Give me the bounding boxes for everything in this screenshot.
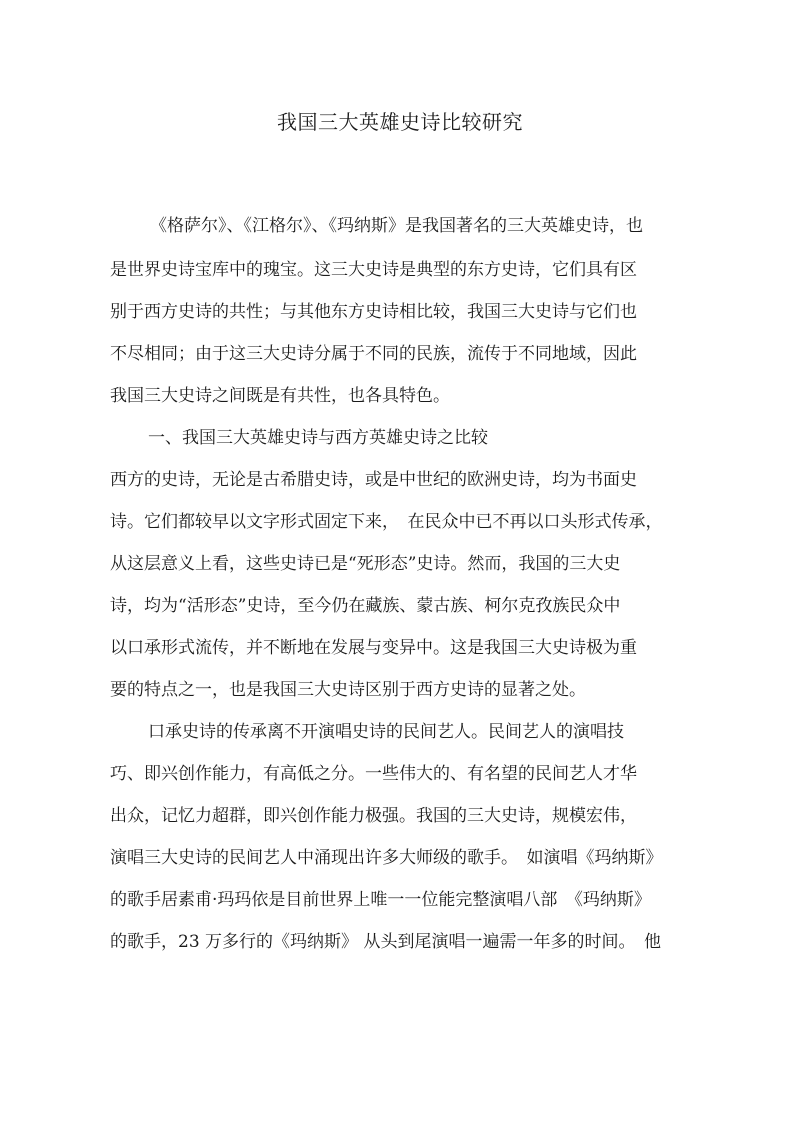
section-heading: 一、我国三大英雄史诗与西方英雄史诗之比较 bbox=[148, 428, 488, 448]
paragraph-line: 《格萨尔》、《江格尔》、《玛纳斯》是我国著名的三大英雄史诗，也 bbox=[150, 216, 643, 236]
paragraph-line: 是世界史诗宝库中的瑰宝。这三大史诗是典型的东方史诗，它们具有区 bbox=[110, 260, 637, 280]
paragraph-line: 巧、即兴创作能力，有高低之分。一些伟大的、有名望的民间艺人才华 bbox=[110, 764, 637, 784]
paragraph-line: 的歌手居素甫·玛玛依是目前世界上唯一一位能完整演唱八部 《玛纳斯》 bbox=[110, 890, 651, 910]
paragraph-line: 出众，记忆力超群，即兴创作能力极强。我国的三大史诗，规模宏伟， bbox=[110, 806, 637, 826]
paragraph-line: 诗。它们都较早以文字形式固定下来， 在民众中已不再以口头形式传承， bbox=[110, 512, 663, 532]
paragraph-line: 我国三大史诗之间既是有共性，也各具特色。 bbox=[110, 386, 450, 406]
paragraph-line: 别于西方史诗的共性；与其他东方史诗相比较，我国三大史诗与它们也 bbox=[110, 302, 637, 322]
paragraph-line: 演唱三大史诗的民间艺人中涌现出许多大师级的歌手。 如演唱《玛纳斯》 bbox=[110, 848, 663, 868]
paragraph-line: 诗，均为“活形态”史诗，至今仍在藏族、蒙古族、柯尔克孜族民众中 bbox=[110, 596, 621, 616]
paragraph-line: 不尽相同；由于这三大史诗分属于不同的民族，流传于不同地域，因此 bbox=[110, 344, 637, 364]
document-title: 我国三大英雄史诗比较研究 bbox=[277, 110, 523, 134]
paragraph-line: 从这层意义上看，这些史诗已是“死形态”史诗。然而，我国的三大史 bbox=[110, 554, 621, 574]
paragraph-line: 要的特点之一，也是我国三大史诗区别于西方史诗的显著之处。 bbox=[110, 680, 586, 700]
paragraph-line: 的歌手，23 万多行的《玛纳斯》 从头到尾演唱一遍需一年多的时间。 他 bbox=[110, 932, 661, 952]
paragraph-line: 以口承形式流传，并不断地在发展与变异中。这是我国三大史诗极为重 bbox=[110, 638, 637, 658]
paragraph-line: 口承史诗的传承离不开演唱史诗的民间艺人。民间艺人的演唱技 bbox=[148, 722, 624, 742]
paragraph-line: 西方的史诗，无论是古希腊史诗，或是中世纪的欧洲史诗，均为书面史 bbox=[110, 470, 637, 490]
